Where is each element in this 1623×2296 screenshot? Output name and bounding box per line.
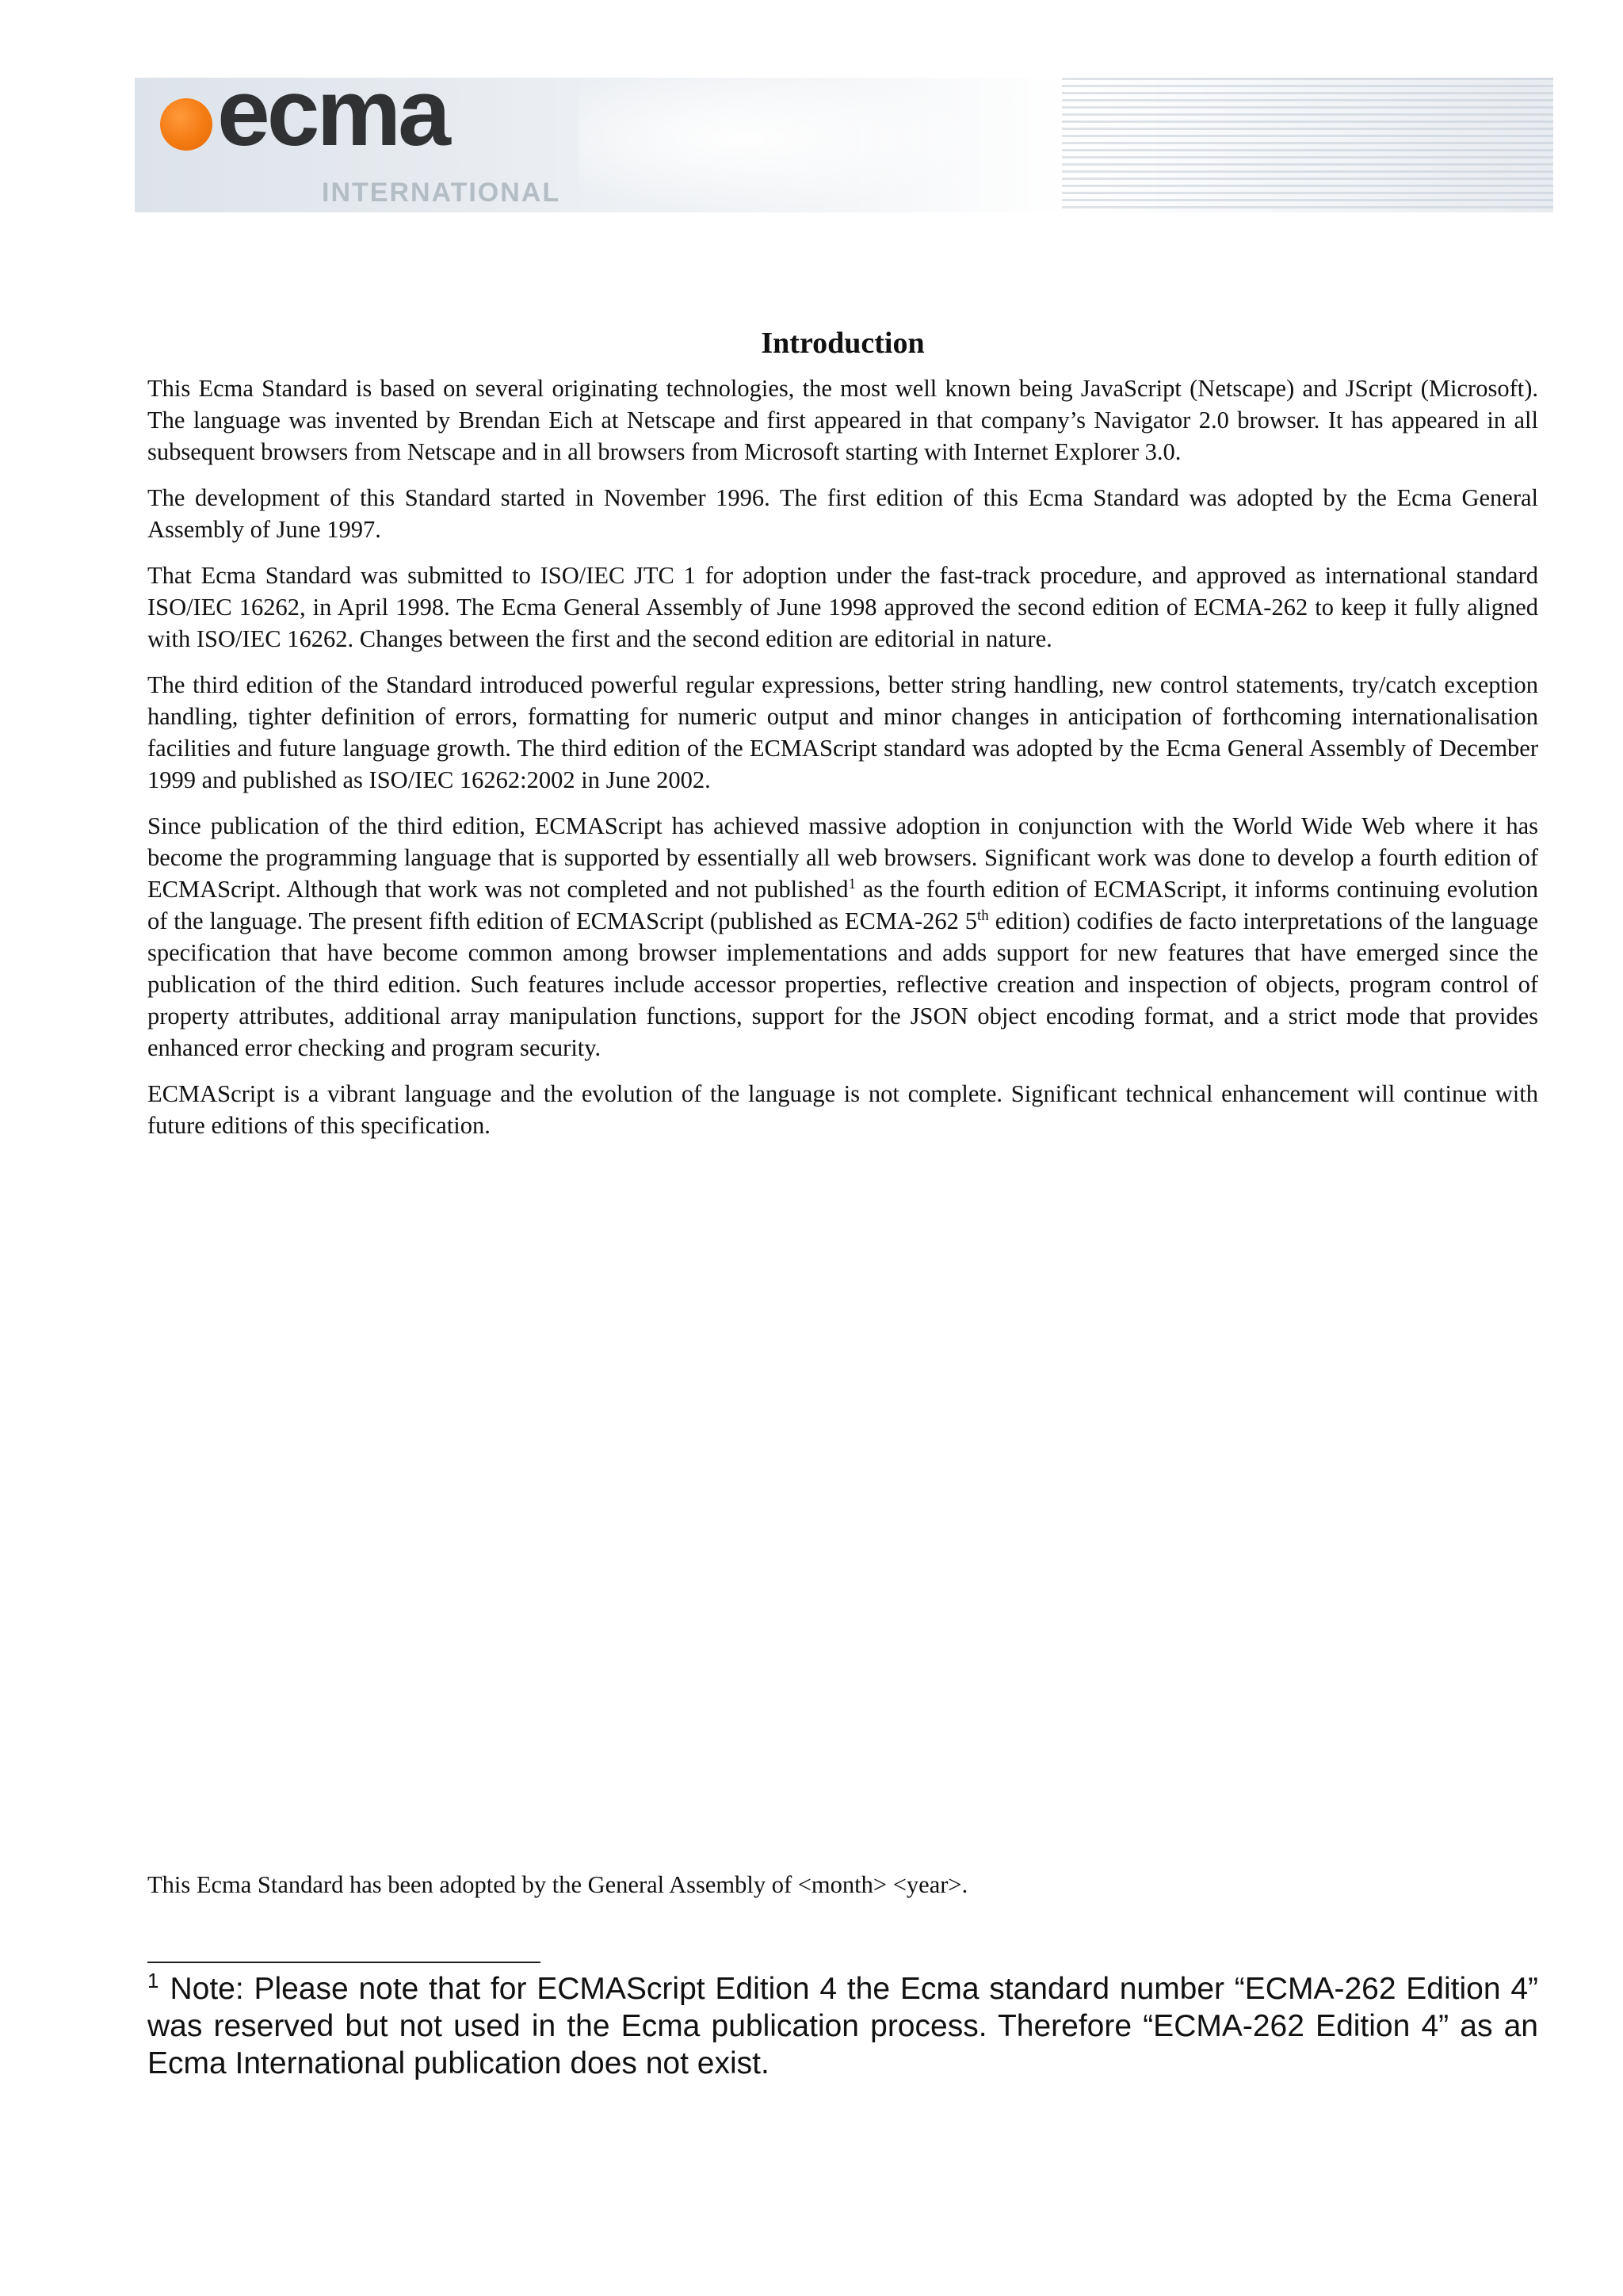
paragraph-6: ECMAScript is a vibrant language and the evolution of the language is not complete. Significant technical enhancement will continue with future editions of this specification. xyxy=(147,1080,1538,1139)
ordinal-suffix: th xyxy=(977,907,989,924)
footnote xyxy=(147,1970,1538,2082)
ecma-logo xyxy=(151,59,658,217)
page-title: Introduction xyxy=(761,327,925,360)
paragraph-5-part-3: edition) codifies de facto interpretations of the language specification that have become common among browser implementations and adds support for new features that have emerged since the publication of the third edition. Such features include accessor properties, reflective creation and inspection of objects, program control of property attributes, additional array manipulation functions, support for the JSON object encoding format, and a strict mode that provides enhanced error checking and program security. xyxy=(147,907,1538,1061)
paragraph-1: This Ecma Standard is based on several originating technologies, the most well known being JavaScript (Netscape) and JScript (Microsoft). The language was invented by Brendan Eich at Netscape and first appeared in that company’s Navigator 2.0 browser. It has appeared in all subsequent browsers from Netscape and in all browsers from Microsoft starting with Internet Explorer 3.0. xyxy=(147,375,1538,465)
paragraph-5 xyxy=(147,810,1538,1064)
footnote-divider xyxy=(147,1962,540,1963)
paragraph-3: That Ecma Standard was submitted to ISO/IEC JTC 1 for adoption under the fast-track procedure, and approved as international standard ISO/IEC 16262, in April 1998. The Ecma General Assembly of June 1998 approved the second edition of ECMA-262 to keep it fully aligned with ISO/IEC 16262. Changes between the first and the second edition are editorial in nature. xyxy=(147,562,1538,652)
logo-dot-icon xyxy=(160,98,212,151)
paragraph-4: The third edition of the Standard introduced powerful regular expressions, better string handling, new control statements, try/catch exception handling, tighter definition of errors, formatting for numeric output and minor changes in anticipation of forthcoming internationalisation facilities and future language growth. The third edition of the ECMAScript standard was adopted by the Ecma General Assembly of December 1999 and published as ISO/IEC 16262:2002 in June 2002. xyxy=(147,671,1538,793)
logo-subtitle: INTERNATIONAL xyxy=(322,178,561,208)
adoption-statement: This Ecma Standard has been adopted by the General Assembly of <month> <year>. xyxy=(147,1871,968,1898)
paragraph-5-part-1: Since publication of the third edition, ECMAScript has achieved massive adoption in conjunction with the World Wide Web where it has become the programming language that is supported by essentially all web browsers. Significant work was done to develop a fourth edition of ECMAScript. Although that work was not completed and not published xyxy=(147,812,1538,903)
document-body xyxy=(147,323,1538,1156)
paragraph-5-part-2: as the fourth edition of ECMAScript, it informs continuing evolution of the language. The present fifth edition of ECMAScript (published as ECMA-262 5 xyxy=(147,876,1538,934)
footnote-number: 1 xyxy=(147,1969,159,1992)
paragraph-2: The development of this Standard started in November 1996. The first edition of this Ecma Standard was adopted by the Ecma General Assembly of June 1997. xyxy=(147,484,1538,543)
footnote-text: Note: Please note that for ECMAScript Edition 4 the Ecma standard number “ECMA-262 Edition 4” was reserved but not used in the Ecma publication process. Therefore “ECMA-262 Edition 4” as an Ecma International publication does not exist. xyxy=(147,1972,1538,2080)
footnote-reference: 1 xyxy=(848,875,856,892)
banner-stripes xyxy=(1062,78,1553,212)
logo-wordmark: ecma xyxy=(217,59,448,166)
